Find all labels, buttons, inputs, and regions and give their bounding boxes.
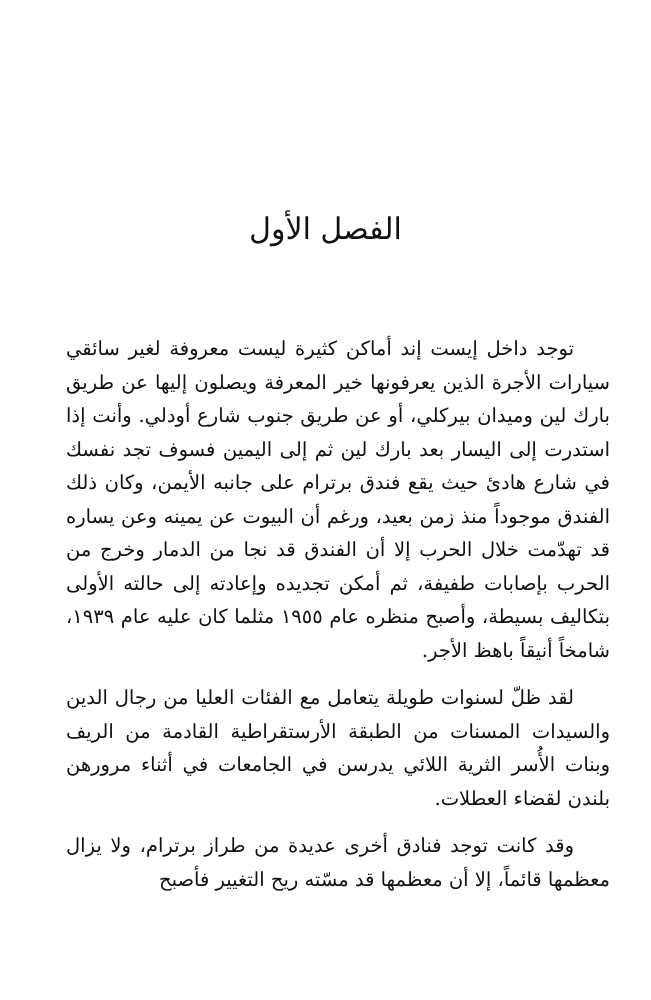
chapter-body (66, 332, 610, 896)
paragraph: لقد ظلّ لسنوات طويلة يتعامل مع الفئات العليا من رجال الدين والسيدات المسنات من الطبقة الأرستقراطية القادمة من الريف وبنات الأُسر الثرية اللائي يدرسن في الجامعات في أثناء مرورهن بلندن لقضاء العطلات. (66, 686, 610, 810)
paragraph: وقد كانت توجد فنادق أخرى عديدة من طراز برترام، ولا يزال معظمها قائماً، إلا أن معظمها قد مسّته ريح التغيير فأصبح (66, 834, 610, 891)
paragraph: توجد داخل إيست إند أماكن كثيرة ليست معروفة لغير سائقي سيارات الأجرة الذين يعرفونها خير المعرفة ويصلون إليها عن طريق بارك لين وميدان بيركلي، أو عن طريق جنوب شارع أودلي. وأنت إذا استدرت إلى اليسار بعد بارك لين ثم إلى اليمين فسوف تجد نفسك في شارع هادئ حيث يقع فندق برترام على جانبه الأيمن، وكان ذلك الفندق موجوداً منذ زمن بعيد، ورغم أن البيوت عن يمينه وعن يساره قد تهدّمت خلال الحرب إلا أن الفندق قد نجا من الدمار وخرج من الحرب بإصابات طفيفة، ثم أمكن تجديده وإعادته إلى حالته الأولى بتكاليف بسيطة، وأصبح منظره عام ١٩٥٥ مثلما كان عليه عام ١٩٣٩، شامخاً أنيقاً باهظ الأجر. (66, 337, 610, 662)
chapter-title: الفصل الأول (249, 212, 402, 247)
